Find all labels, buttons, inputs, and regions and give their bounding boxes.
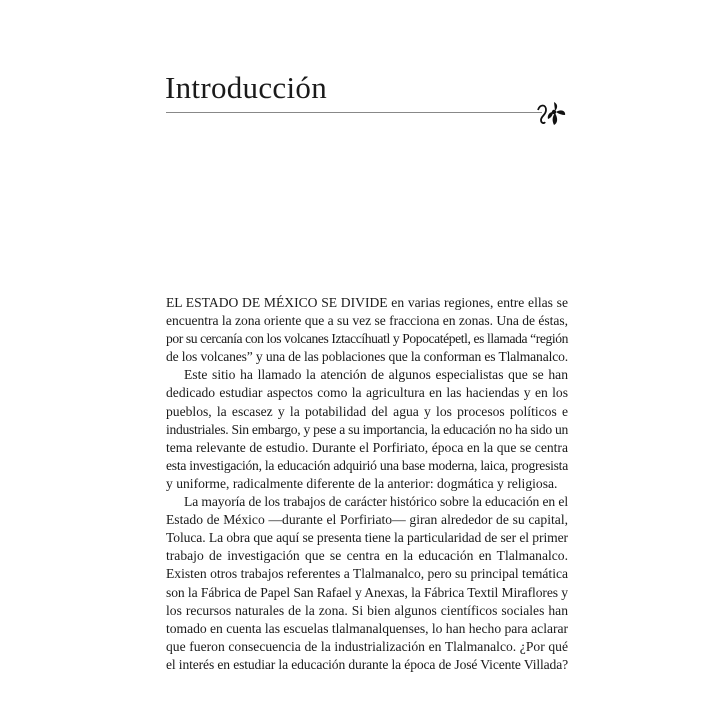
text-line: Toluca. La obra que aquí se presenta tiene la particularidad de ser el primer bbox=[166, 530, 568, 546]
text-line: EL ESTADO DE MÉXICO SE DIVIDE en varias regiones, entre ellas se bbox=[166, 295, 568, 310]
text-line: los recursos naturales de la zona. Si bien algunos científicos sociales han bbox=[166, 602, 568, 618]
body-text bbox=[166, 294, 568, 674]
floral-ornament-icon bbox=[536, 98, 568, 128]
text-line: Este sitio ha llamado la atención de algunos especialistas que se han bbox=[184, 367, 568, 383]
text-line: pueblos, la escasez y la potabilidad del agua y los procesos políticos e bbox=[166, 403, 568, 419]
text-line: y uniforme, radicalmente diferente de la anterior: dogmática y religiosa. bbox=[166, 475, 558, 491]
text-line: La mayoría de los trabajos de carácter histórico sobre la educación en el bbox=[184, 494, 568, 510]
text-line: Existen otros trabajos referentes a Tlalmanalco, pero su principal temática bbox=[166, 566, 568, 582]
paragraph bbox=[166, 493, 568, 674]
text-line: por su cercanía con los volcanes Iztaccíhuatl y Popocatépetl, es llamada “región bbox=[166, 331, 568, 347]
text-line: dedicado estudiar aspectos como la agricultura en las haciendas y en los bbox=[166, 385, 568, 401]
chapter-title: Introducción bbox=[165, 70, 327, 105]
text-line: el interés en estudiar la educación durante la época de José Vicente Villada? bbox=[166, 656, 568, 672]
text-line: industriales. Sin embargo, y pese a su importancia, la educación no ha sido un bbox=[166, 421, 568, 437]
text-line: esta investigación, la educación adquirió una base moderna, laica, progresista bbox=[166, 457, 568, 473]
text-line: son la Fábrica de Papel San Rafael y Anexas, la Fábrica Textil Miraflores y bbox=[166, 584, 568, 600]
text-line: tema relevante de estudio. Durante el Porfiriato, época en la que se centra bbox=[166, 439, 568, 455]
paragraph bbox=[166, 366, 568, 493]
title-rule bbox=[166, 112, 542, 113]
paragraph bbox=[166, 294, 568, 366]
text-line: que fueron consecuencia de la industrialización en Tlalmanalco. ¿Por qué bbox=[166, 638, 568, 654]
text-line: de los volcanes” y una de las poblaciones que la conforman es Tlalmanalco. bbox=[166, 349, 568, 365]
text-line: Estado de México —durante el Porfiriato— giran alrededor de su capital, bbox=[166, 512, 568, 528]
text-line: encuentra la zona oriente que a su vez se fracciona en zonas. Una de éstas, bbox=[166, 313, 569, 329]
text-line: tomado en cuenta las escuelas tlalmanalquenses, lo han hecho para aclarar bbox=[166, 620, 568, 636]
text-line: trabajo de investigación que se centra en la educación en Tlalmanalco. bbox=[166, 548, 568, 564]
